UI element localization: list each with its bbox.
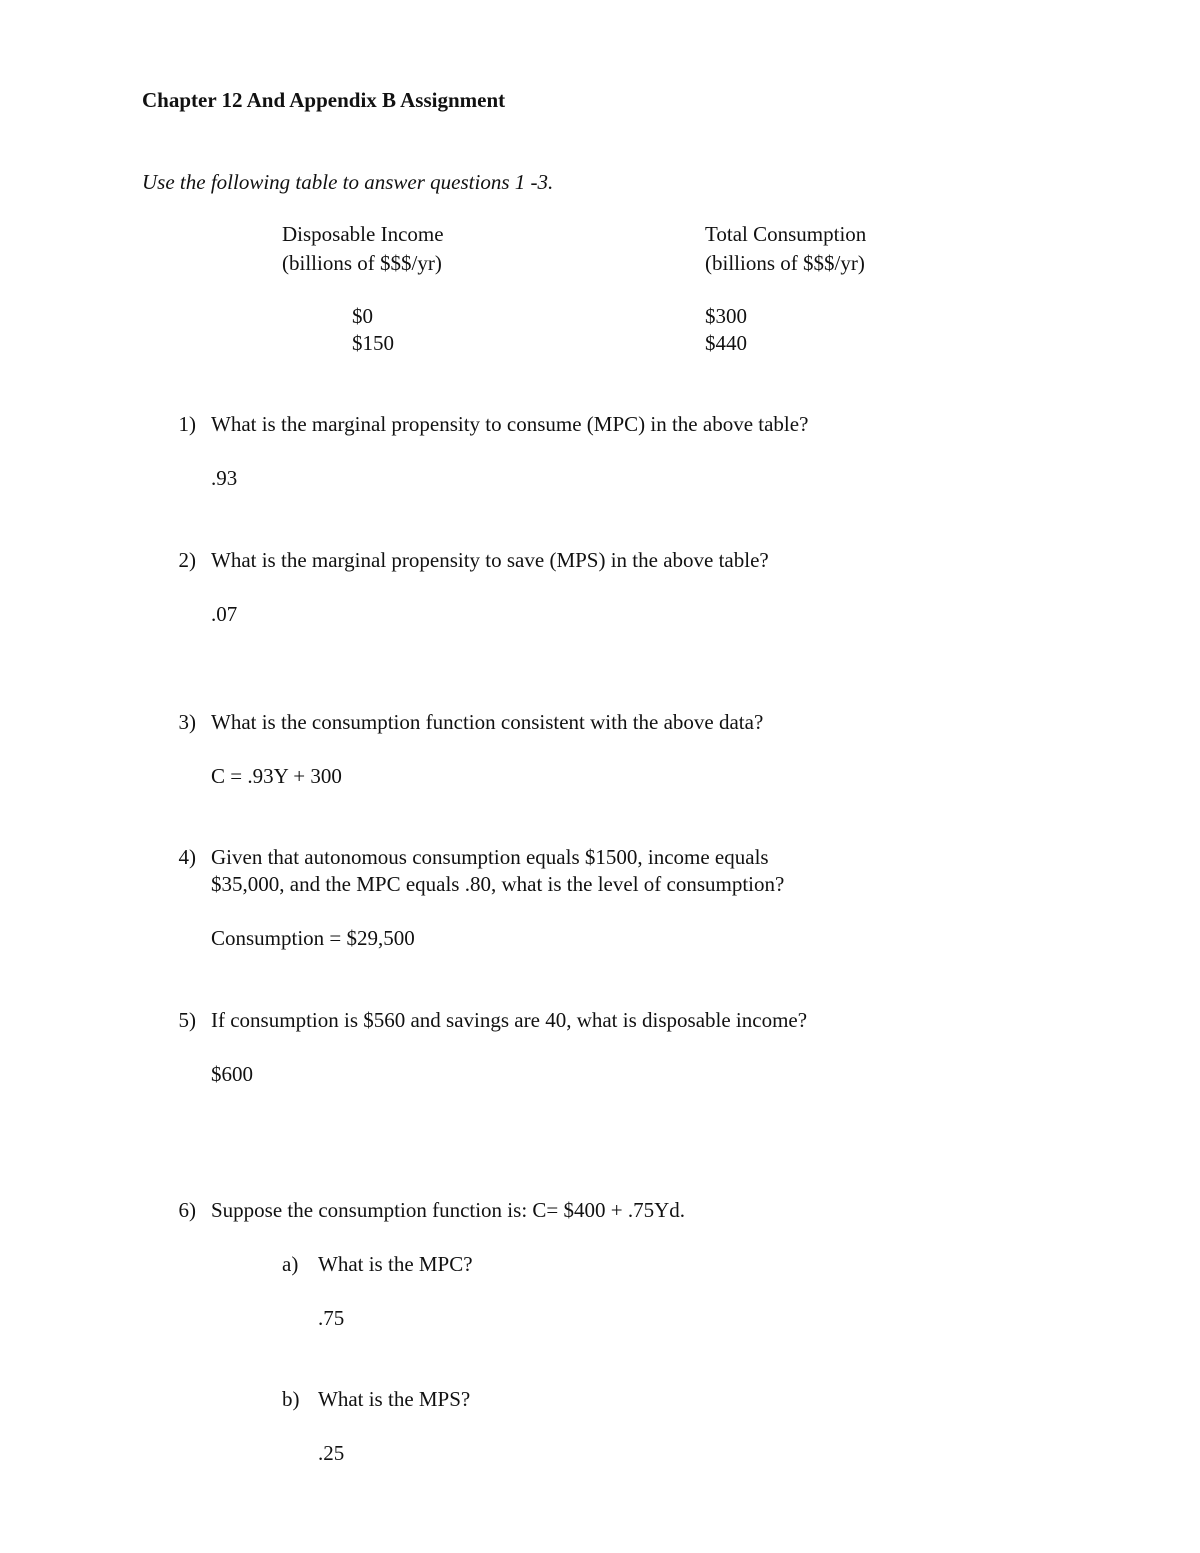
table-cell-consumption: $300 <box>705 304 747 328</box>
part-label: a) <box>282 1252 299 1276</box>
column-header-total-consumption: Total Consumption <box>705 222 867 246</box>
question-number: 2) <box>178 548 196 572</box>
question-text: What is the marginal propensity to save (MPS) in the above table? <box>211 548 769 572</box>
answer-text: Consumption = $29,500 <box>211 926 415 950</box>
column-header-disposable-income: Disposable Income <box>282 222 444 246</box>
instruction-text: Use the following table to answer questions 1 -3. <box>142 170 554 194</box>
question-number: 4) <box>178 845 196 869</box>
question-text-line-1: Given that autonomous consumption equals $1500, income equals <box>211 845 769 869</box>
question-number: 1) <box>178 412 196 436</box>
part-question-text: What is the MPS? <box>318 1387 471 1411</box>
part-label: b) <box>282 1387 300 1411</box>
question-number: 5) <box>178 1008 196 1032</box>
document-title: Chapter 12 And Appendix B Assignment <box>142 88 506 112</box>
column-header-disposable-income-units: (billions of $$$/yr) <box>282 251 442 275</box>
question-number: 3) <box>178 710 196 734</box>
table-cell-consumption: $440 <box>705 331 747 355</box>
part-answer-text: .75 <box>318 1306 345 1330</box>
question-text: If consumption is $560 and savings are 40, what is disposable income? <box>211 1008 808 1032</box>
part-question-text: What is the MPC? <box>318 1252 473 1276</box>
column-header-total-consumption-units: (billions of $$$/yr) <box>705 251 865 275</box>
table-cell-income: $0 <box>352 304 373 328</box>
question-number: 6) <box>178 1198 196 1222</box>
answer-text: $600 <box>211 1062 253 1086</box>
table-cell-income: $150 <box>352 331 394 355</box>
question-text: Suppose the consumption function is: C= $400 + .75Yd. <box>211 1198 686 1222</box>
answer-text: .07 <box>211 602 238 626</box>
question-text: What is the marginal propensity to consume (MPC) in the above table? <box>211 412 809 436</box>
question-text-line-2: $35,000, and the MPC equals .80, what is the level of consumption? <box>211 872 785 896</box>
answer-text: .93 <box>211 466 238 490</box>
question-text: What is the consumption function consistent with the above data? <box>211 710 764 734</box>
part-answer-text: .25 <box>318 1441 345 1465</box>
answer-text: C = .93Y + 300 <box>211 764 342 788</box>
